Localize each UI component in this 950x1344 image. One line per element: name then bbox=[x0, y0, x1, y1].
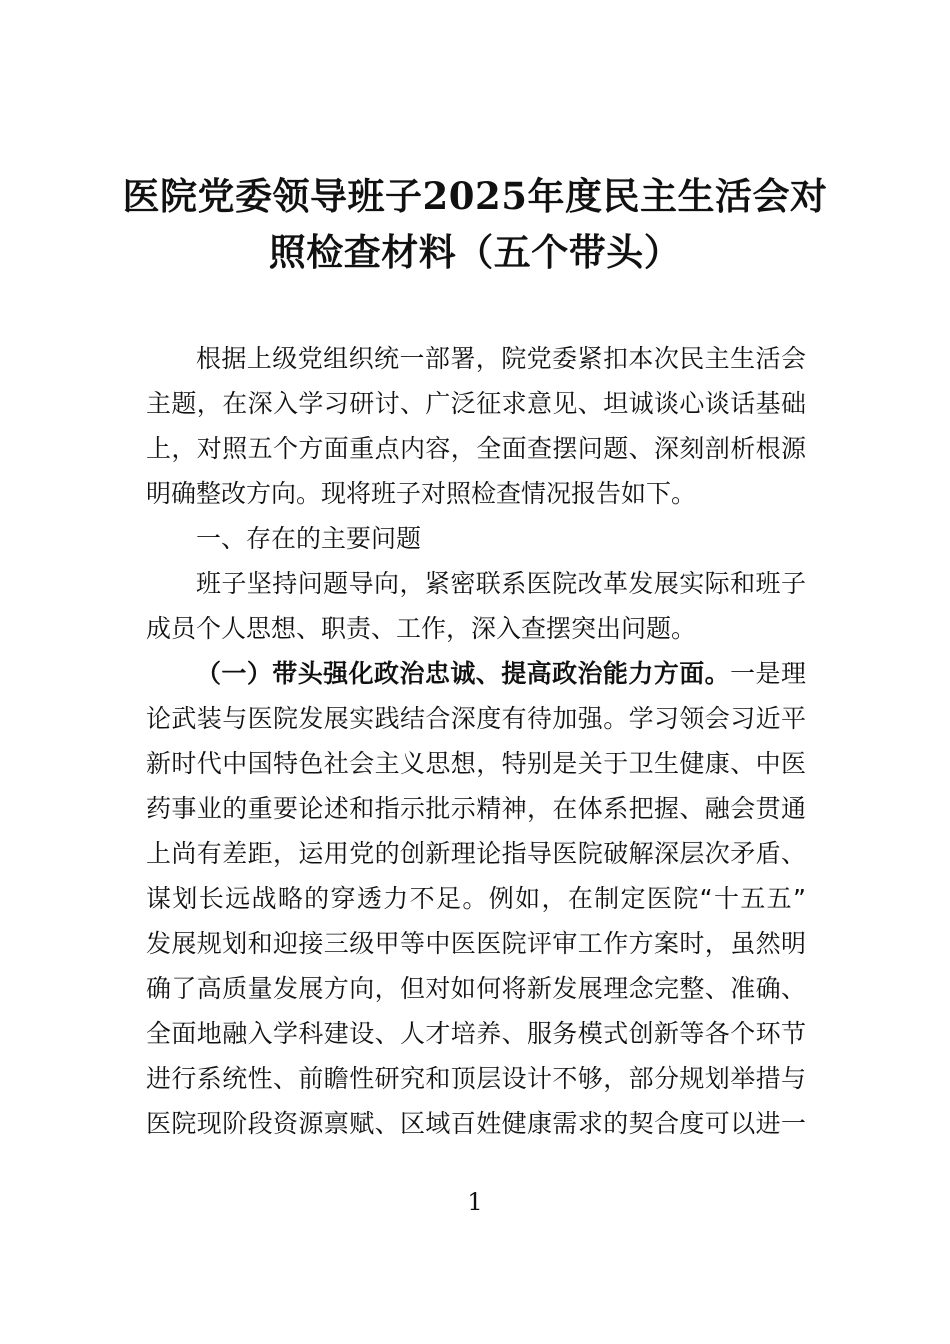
section-intro-line: 班子坚持问题导向，紧密联系医院改革发展实际和班子 bbox=[196, 569, 806, 598]
subsection-line: 谋划长远战略的穿透力不足。例如，在制定医院“十五五” bbox=[146, 884, 806, 913]
section-heading-text: 一、存在的主要问题 bbox=[196, 524, 422, 553]
subsection-paragraph bbox=[146, 651, 806, 1146]
document-body bbox=[146, 336, 806, 1146]
intro-line: 明确整改方向。现将班子对照检查情况报告如下。 bbox=[146, 479, 697, 508]
document-title bbox=[120, 168, 830, 280]
subsection-line: 进行系统性、前瞻性研究和顶层设计不够，部分规划举措与 bbox=[146, 1064, 806, 1093]
subsection-line: 药事业的重要论述和指示批示精神，在体系把握、融会贯通 bbox=[146, 794, 806, 823]
title-line-2: 照检查材料（五个带头） bbox=[268, 230, 682, 274]
section-heading bbox=[146, 516, 806, 561]
intro-line: 上，对照五个方面重点内容，全面查摆问题、深刻剖析根源 bbox=[146, 434, 806, 463]
subsection-line: 论武装与医院发展实践结合深度有待加强。学习领会习近平 bbox=[146, 704, 806, 733]
intro-line: 主题，在深入学习研讨、广泛征求意见、坦诚谈心谈话基础 bbox=[146, 389, 806, 418]
subsection-line: 新时代中国特色社会主义思想，特别是关于卫生健康、中医 bbox=[146, 749, 806, 778]
subsection-line: 发展规划和迎接三级甲等中医医院评审工作方案时，虽然明 bbox=[146, 929, 806, 958]
title-line-1: 医院党委领导班子2025年度民主生活会对 bbox=[122, 174, 828, 218]
subsection-first-tail: 一是理 bbox=[730, 659, 806, 688]
subsection-line: 确了高质量发展方向，但对如何将新发展理念完整、准确、 bbox=[146, 974, 806, 1003]
section-intro-paragraph bbox=[146, 561, 806, 651]
intro-line: 根据上级党组织统一部署，院党委紧扣本次民主生活会 bbox=[196, 344, 806, 373]
subsection-first-line bbox=[146, 651, 806, 696]
section-intro-line: 成员个人思想、职责、工作，深入查摆突出问题。 bbox=[146, 614, 697, 643]
subsection-line: 医院现阶段资源禀赋、区域百姓健康需求的契合度可以进一 bbox=[146, 1109, 806, 1138]
subsection-heading: （一）带头强化政治忠诚、提高政治能力方面。 bbox=[196, 659, 731, 688]
subsection-line: 全面地融入学科建设、人才培养、服务模式创新等各个环节 bbox=[146, 1019, 806, 1048]
page-number: 1 bbox=[467, 1188, 483, 1216]
intro-paragraph bbox=[146, 336, 806, 516]
subsection-line: 上尚有差距，运用党的创新理论指导医院破解深层次矛盾、 bbox=[146, 839, 806, 868]
